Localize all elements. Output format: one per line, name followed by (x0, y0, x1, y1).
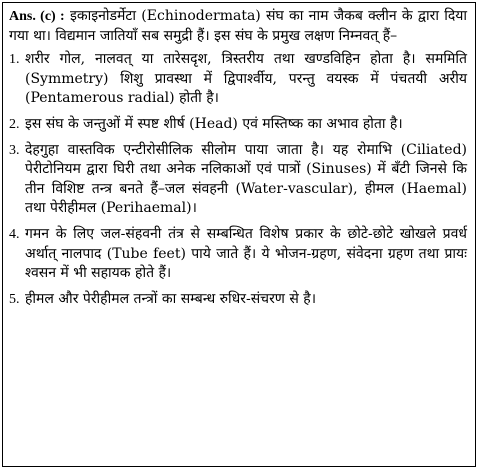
list-item-number: 4. (9, 226, 20, 242)
list-item-text: इस संघ के जन्तुओं में स्पष्ट शीर्ष (Head) एवं मस्तिष्क का अभाव होता है। (25, 115, 403, 132)
list-item-number: 3. (9, 142, 20, 158)
answer-intro-paragraph (9, 7, 467, 46)
answer-intro-text: इकाइनोडर्मेटा (Echinodermata) संघ का नाम जैकब क्लीन के द्वारा दिया गया था। विद्यमान जातियाँ सब समुद्री हैं। इस संघ के प्रमुख लक्षण निम्नवत् हैं– (9, 8, 468, 44)
list-item-text: देहगुहा वास्तविक एन्टीरोसीलिक सीलोम पाया जाता है। यह रोमाभि (Ciliated) पेरीटोनियम द्वारा घिरी तथा अनेक नलिकाओं एवं पात्रों (Sinuses) में बँटी जिनसे कि तीन विशिष्ट तन्त्र बनते हैं–जल संवहनी (Water-vascular), हीमल (Haemal) तथा पेरीहीमल (Perihaemal)। (25, 141, 467, 217)
list-item-text: गमन के लिए जल-संहवनी तंत्र से सम्बन्धित विशेष प्रकार के छोटे-छोटे खोखले प्रवर्ध अर्थात् नालपाद (Tube feet) पाये जाते हैं। ये भोजन-ग्रहण, संवेदना ग्रहण तथा प्रायः श्वसन में भी सहायक होते हैं। (25, 225, 467, 282)
list-item-number: 2. (9, 116, 20, 132)
answer-label: Ans. (c) : (9, 9, 65, 24)
list-item (9, 115, 467, 135)
list-item (9, 290, 467, 310)
list-item-number: 5. (9, 291, 20, 307)
list-item (9, 225, 467, 284)
characteristics-list (9, 50, 467, 309)
answer-box (2, 2, 476, 467)
list-item-number: 1. (9, 52, 20, 68)
list-item-text: हीमल और पेरीहीमल तन्त्रों का सम्बन्ध रुधिर-संचरण से है। (25, 290, 317, 307)
list-item-text: शरीर गोल, नालवत् या तारेसदृश, त्रिस्तरीय तथा खण्डविहिन होता है। सममिति (Symmetry) शिशु प्रावस्था में द्विपार्श्वीय, परन्तु वयस्क में पंचतयी अरीय (Pentamerous radial) होती है। (25, 51, 467, 107)
list-item (9, 50, 467, 109)
list-item (9, 141, 467, 219)
